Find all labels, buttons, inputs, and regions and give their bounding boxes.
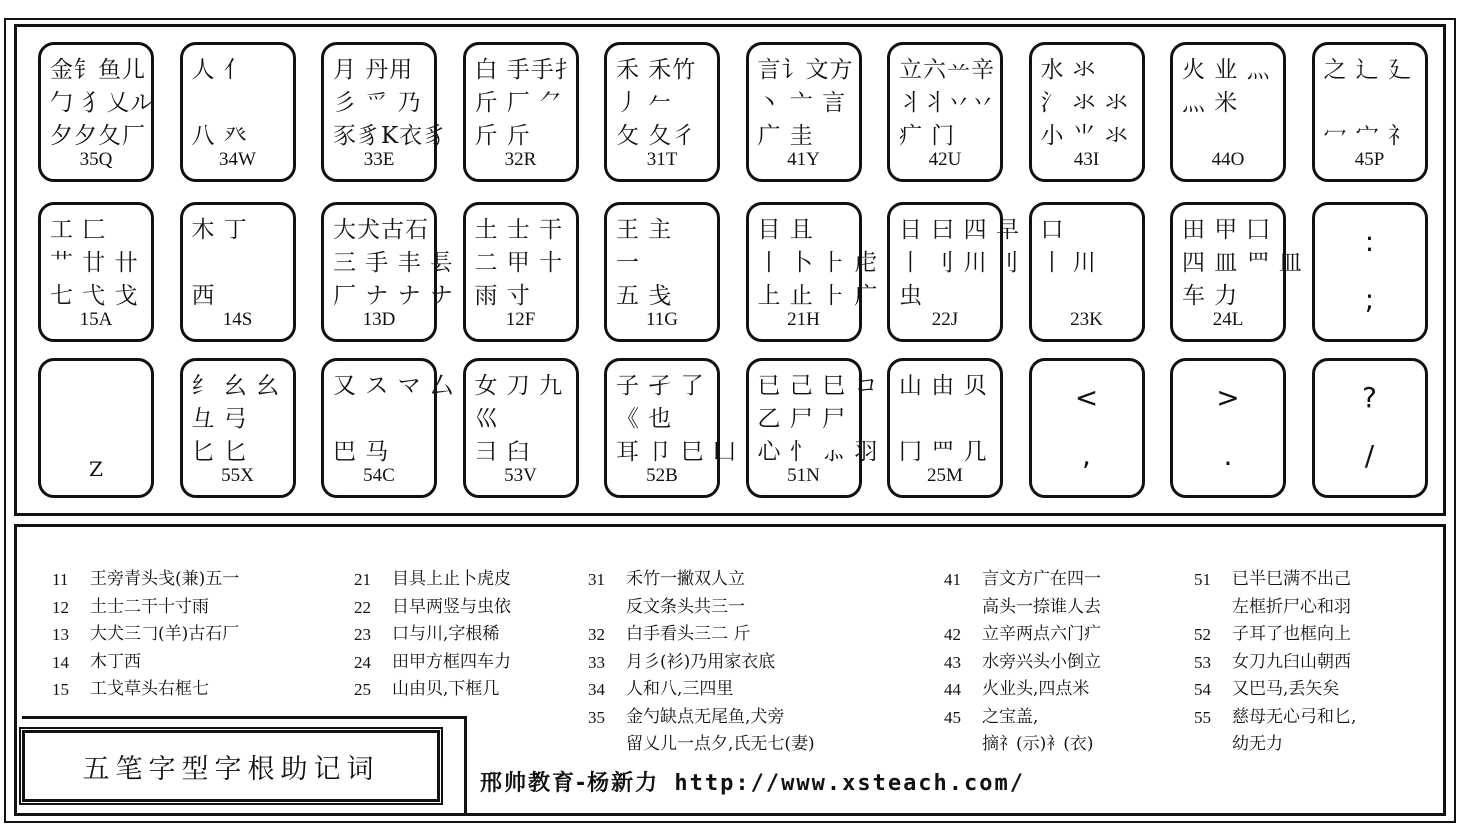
mnemonic-text: 人和八,三四里 — [626, 679, 734, 699]
radical-line: 丬丬丷丷 — [899, 90, 995, 116]
key-radicals — [333, 54, 448, 153]
key-52b[interactable] — [604, 358, 737, 498]
key-radicals — [50, 214, 142, 313]
radical-line: 丶 亠 言 — [757, 90, 847, 116]
mnemonic-column-col3 — [588, 566, 815, 759]
key-33e[interactable] — [321, 42, 448, 182]
key-radicals — [757, 54, 854, 153]
key-radicals — [333, 370, 454, 469]
mnemonic-text: 山由贝,下框几 — [392, 679, 500, 699]
radical-line: 小 ⺌ 氺 — [1040, 123, 1130, 149]
key-51n[interactable] — [746, 358, 879, 498]
radical-line — [192, 247, 284, 280]
radical-line: 五 戋 — [616, 283, 673, 309]
mnemonic-text: 已半巳满不出己 — [1232, 569, 1351, 589]
mnemonic-row — [52, 594, 239, 622]
key-41y[interactable] — [746, 42, 862, 182]
mnemonic-number: 31 — [588, 570, 605, 589]
mnemonic-number: 23 — [354, 625, 371, 644]
radical-line: 彐 臼 — [474, 439, 531, 465]
radical-line: 女 刀 九 — [474, 373, 564, 399]
radical-line: 月 丹用 — [333, 57, 414, 83]
mnemonic-text: 又巴马,丢矢矣 — [1232, 679, 1340, 699]
mnemonic-text: 王旁青头戋(兼)五一 — [90, 569, 240, 589]
radical-line: 金钅鱼儿 — [50, 57, 146, 83]
key-letter: Z — [89, 457, 103, 481]
key-54c[interactable] — [321, 358, 454, 498]
mnemonic-column-col5 — [1194, 566, 1356, 759]
key-radicals — [1324, 54, 1416, 153]
radical-line — [1324, 87, 1416, 120]
mnemonic-text: 慈母无心弓和匕, — [1232, 706, 1357, 727]
mnemonic-row — [588, 566, 815, 594]
key-code: 32R — [504, 149, 537, 170]
radical-line: 七 弋 戈 — [50, 283, 139, 309]
radical-line: 目 且 — [757, 217, 814, 243]
radical-line: 彑 弓 — [191, 406, 248, 432]
key-radicals — [1182, 214, 1303, 313]
mnemonic-row — [1194, 731, 1356, 759]
mnemonic-number — [1194, 594, 1232, 622]
key-radicals — [333, 214, 454, 313]
mnemonic-text: 水旁兴头小倒立 — [982, 651, 1101, 672]
key-23k[interactable] — [1029, 202, 1145, 342]
key-code: 53V — [504, 465, 537, 486]
mnemonic-number — [588, 594, 626, 622]
radical-line: 白 手手扌 — [474, 57, 579, 83]
mnemonic-text: 之宝盖, — [982, 706, 1039, 727]
key-code: 42U — [928, 149, 962, 170]
mnemonic-number: 54 — [1194, 680, 1211, 699]
mnemonic-row — [52, 649, 239, 677]
key-15a[interactable] — [38, 202, 154, 342]
shift-symbol: < — [1074, 381, 1099, 414]
base-symbol: . — [1223, 439, 1233, 472]
mnemonic-number: 12 — [52, 597, 69, 617]
radical-line: 禾 禾竹 — [616, 57, 697, 83]
credit-line — [480, 766, 1025, 797]
key-11g[interactable] — [604, 202, 720, 342]
radical-line: 王 主 — [616, 217, 673, 243]
credit-author: 邢帅教育-杨新力 — [480, 771, 660, 796]
mnemonic-number: 41 — [944, 570, 961, 589]
radical-line: 丨 刂 川 刂 — [899, 250, 1020, 276]
mnemonic-number: 22 — [354, 597, 371, 617]
radical-line: 山 由 贝 — [899, 373, 988, 399]
radical-line: 虫 — [899, 283, 923, 309]
key-code: 41Y — [787, 149, 820, 170]
mnemonic-number: 32 — [588, 625, 605, 644]
radical-line: 水 氺 — [1040, 57, 1097, 83]
key-code: 44O — [1211, 149, 1245, 170]
mnemonic-column-col1 — [52, 566, 239, 704]
radical-line: 大犬古石 — [333, 217, 429, 243]
mnemonic-text: 幼无力 — [1232, 734, 1283, 754]
key-radicals — [50, 54, 155, 153]
mnemonic-number: 34 — [588, 680, 605, 699]
radical-line — [899, 403, 991, 436]
key-radicals — [616, 214, 708, 313]
shift-symbol: : — [1364, 225, 1375, 258]
key-code: 21H — [787, 309, 820, 330]
mnemonic-text: 目具上止卜虎皮 — [392, 569, 511, 589]
key-code: 35Q — [79, 149, 113, 170]
mnemonic-text: 日早两竖与虫依 — [392, 596, 511, 617]
key-z[interactable] — [38, 358, 154, 498]
mnemonic-number — [588, 731, 626, 759]
radical-line: 夕夕夂厂 — [50, 123, 146, 149]
mnemonic-number: 42 — [944, 625, 961, 644]
mnemonic-text: 工戈草头右框七 — [90, 679, 209, 699]
radical-line: 纟 幺 幺 — [191, 373, 281, 399]
title-divider-vertical — [464, 716, 467, 816]
mnemonic-row — [944, 566, 1101, 594]
mnemonic-number: 51 — [1194, 570, 1211, 589]
key-radicals — [475, 370, 567, 469]
mnemonic-row — [354, 649, 511, 677]
key-code: 45P — [1354, 149, 1385, 170]
key-radicals — [192, 54, 284, 153]
key-code: 33E — [363, 149, 395, 170]
key-code: 12F — [505, 309, 536, 330]
radical-line: 疒 门 — [899, 123, 956, 149]
key-14s[interactable] — [180, 202, 296, 342]
radical-line: 彡 爫 乃 — [333, 90, 422, 116]
key-24l[interactable] — [1170, 202, 1303, 342]
radical-line: 乙 尸 尸 — [757, 406, 847, 432]
key-radicals — [757, 214, 879, 313]
radical-line: 火 业 灬 — [1182, 57, 1271, 83]
mnemonic-text: 高头一捺谁人去 — [982, 596, 1101, 617]
mnemonic-number: 24 — [354, 652, 371, 672]
mnemonic-text: 月彡(衫)乃用家衣底 — [626, 651, 776, 672]
mnemonic-row — [354, 621, 511, 649]
key-32r[interactable] — [463, 42, 579, 182]
shift-symbol: > — [1216, 381, 1240, 414]
radical-line: 立六䒑辛 — [899, 57, 995, 83]
mnemonic-row — [52, 566, 239, 594]
radical-line: 冖 宀 礻 — [1323, 123, 1413, 149]
radical-line: 日 曰 四 早 — [899, 217, 1020, 243]
radical-line: 《 也 — [616, 406, 673, 432]
mnemonic-number: 25 — [354, 680, 371, 699]
mnemonic-row — [588, 594, 815, 622]
key-radicals — [616, 54, 708, 153]
radical-line: 勹 犭乂ル — [50, 90, 155, 116]
base-symbol: , — [1082, 439, 1091, 472]
key-35q[interactable] — [38, 42, 154, 182]
key-code: 24L — [1212, 309, 1244, 330]
key-code: 23K — [1070, 309, 1103, 330]
radical-line: 攵 夂彳 — [616, 123, 697, 149]
radical-line: 言讠文方 — [757, 57, 854, 83]
key-25m[interactable] — [887, 358, 1003, 498]
radical-line: 氵 氺 氺 — [1040, 90, 1130, 116]
radical-line: 豕豸K衣豸 — [333, 123, 448, 149]
mnemonic-column-col2 — [354, 566, 511, 704]
key-55x[interactable] — [180, 358, 296, 498]
mnemonic-text: 大犬三𠃌(羊)古石厂 — [90, 624, 240, 644]
radical-line: 木 丁 — [191, 217, 248, 243]
key-43i[interactable] — [1029, 42, 1145, 182]
radical-line: 心 忄 ⺗ 羽 — [757, 439, 879, 465]
radical-line: 冂 罒 几 — [899, 439, 988, 465]
mnemonic-number: 21 — [354, 570, 371, 589]
mnemonic-number: 44 — [944, 680, 961, 699]
mnemonic-row — [1194, 704, 1356, 732]
mnemonic-text: 子耳了也框向上 — [1232, 624, 1351, 644]
radical-line: 四 皿 罒 皿 — [1182, 250, 1303, 276]
key-radicals — [899, 54, 995, 153]
key-code: 55X — [221, 465, 254, 486]
key-22j[interactable] — [887, 202, 1020, 342]
chart-title-box — [22, 730, 440, 802]
key-code: 14S — [222, 309, 253, 330]
key-code: 43I — [1073, 149, 1100, 170]
radical-line: 八 癶 — [191, 123, 248, 149]
base-symbol: / — [1364, 439, 1375, 472]
base-symbol: ; — [1364, 283, 1375, 316]
mnemonic-text: 禾竹一撇双人立 — [626, 569, 745, 589]
radical-line: 一 — [616, 250, 640, 276]
key-radicals — [1041, 54, 1133, 153]
key-31t[interactable] — [604, 42, 720, 182]
key-radicals — [616, 370, 737, 469]
key-21h[interactable] — [746, 202, 879, 342]
radical-line: 又 ス マ 厶 — [333, 373, 454, 399]
key-radicals — [757, 370, 879, 469]
key-slash[interactable] — [1312, 358, 1428, 498]
key-radicals — [192, 370, 284, 469]
key-code: 51N — [787, 465, 820, 486]
mnemonic-row — [944, 676, 1101, 704]
radical-line: 口 — [1040, 217, 1065, 243]
mnemonic-row — [1194, 676, 1356, 704]
key-radicals — [1041, 214, 1133, 313]
radical-line: 厂 ナ ナ ナ — [333, 283, 454, 309]
mnemonic-text: 反文条头共三一 — [626, 596, 745, 617]
radical-line: 人 亻 — [191, 57, 248, 83]
mnemonic-row — [52, 676, 239, 704]
radical-line: 二 甲 十 — [474, 250, 564, 276]
mnemonic-row — [1194, 621, 1356, 649]
key-13d[interactable] — [321, 202, 454, 342]
radical-line: 西 — [191, 283, 216, 309]
mnemonic-text: 田甲方框四车力 — [392, 651, 511, 672]
mnemonic-row — [354, 566, 511, 594]
radical-line: 土 士 干 — [474, 217, 564, 243]
key-45p[interactable] — [1312, 42, 1428, 182]
key-code: 15A — [79, 309, 113, 330]
mnemonic-text: 留乂儿一点夕,氏无七(妻) — [626, 734, 815, 754]
key-code: 22J — [931, 309, 959, 330]
radical-line: 车 力 — [1182, 283, 1239, 309]
radical-line: 三 手 丰 镸 — [333, 250, 454, 276]
mnemonic-text: 女刀九臼山朝西 — [1232, 651, 1351, 672]
key-code: 31T — [646, 149, 678, 170]
key-44o[interactable] — [1170, 42, 1286, 182]
radical-line: 艹 廿 卄 — [50, 250, 139, 276]
mnemonic-number: 53 — [1194, 652, 1211, 672]
mnemonic-row — [588, 649, 815, 677]
radical-line: 耳 卩 巳 凵 — [616, 439, 737, 465]
mnemonic-number — [1194, 731, 1232, 759]
mnemonic-number: 33 — [588, 652, 605, 672]
key-period[interactable] — [1170, 358, 1286, 498]
radical-line: 巴 马 — [333, 439, 390, 465]
key-radicals — [1182, 54, 1274, 153]
title-divider — [22, 716, 466, 719]
radical-line: 巛 — [474, 406, 499, 432]
mnemonic-row — [588, 676, 815, 704]
key-comma[interactable] — [1029, 358, 1145, 498]
key-42u[interactable] — [887, 42, 1003, 182]
mnemonic-row — [588, 731, 815, 759]
mnemonic-number: 15 — [52, 680, 69, 699]
radical-line: 子 孑 了 — [616, 373, 705, 399]
mnemonic-row — [1194, 566, 1356, 594]
radical-line: 匕 匕 — [191, 439, 248, 465]
key-34w[interactable] — [180, 42, 296, 182]
mnemonic-row — [1194, 594, 1356, 622]
mnemonic-row — [354, 676, 511, 704]
mnemonic-number: 43 — [944, 652, 961, 672]
chart-title: 五笔字型字根助记词 — [82, 753, 380, 785]
radical-line: 丿 𠂉 — [616, 90, 673, 116]
mnemonic-number: 14 — [52, 652, 69, 672]
mnemonic-row — [588, 621, 815, 649]
mnemonic-number: 13 — [52, 625, 69, 644]
radical-line: 丨 川 — [1040, 250, 1097, 276]
mnemonic-text: 言文方广在四一 — [982, 569, 1101, 589]
radical-line: 斤 斤 — [474, 123, 531, 149]
key-radicals — [475, 214, 567, 313]
mnemonic-row — [944, 649, 1101, 677]
mnemonic-text: 摘礻(示)衤(衣) — [982, 734, 1094, 754]
mnemonic-number: 45 — [944, 707, 961, 727]
mnemonic-number: 55 — [1194, 707, 1211, 727]
shift-symbol: ? — [1362, 381, 1377, 414]
mnemonic-text: 木丁西 — [90, 651, 141, 672]
mnemonic-text: 左框折尸心和羽 — [1232, 596, 1351, 617]
mnemonic-text: 白手看头三二 斤 — [626, 624, 751, 644]
key-code: 25M — [927, 465, 963, 486]
mnemonic-row — [944, 704, 1101, 732]
radical-line: 灬 米 — [1182, 90, 1239, 116]
credit-url: http://www.xsteach.com/ — [659, 771, 1026, 796]
key-code: 52B — [646, 465, 678, 486]
mnemonic-number: 11 — [52, 570, 69, 589]
mnemonic-text: 口与川,字根稀 — [392, 624, 500, 644]
mnemonic-column-col4 — [944, 566, 1101, 759]
key-radicals — [899, 214, 1020, 313]
mnemonic-number — [944, 594, 982, 622]
key-semicolon[interactable] — [1312, 202, 1428, 342]
key-radicals — [192, 214, 284, 313]
mnemonic-row — [588, 704, 815, 732]
mnemonic-text: 立辛两点六门疒 — [982, 624, 1101, 644]
mnemonic-row — [944, 731, 1101, 759]
radical-line: 丨 卜 ⺊ 虍 — [757, 250, 879, 276]
key-12f[interactable] — [463, 202, 579, 342]
radical-line: 已 己 巳 コ — [757, 373, 879, 399]
key-code: 54C — [363, 465, 395, 486]
radical-line: 雨 寸 — [474, 283, 531, 309]
mnemonic-row — [944, 621, 1101, 649]
mnemonic-number — [944, 731, 982, 759]
mnemonic-row — [1194, 649, 1356, 677]
key-radicals — [899, 370, 991, 469]
radical-line: 广 圭 — [757, 123, 814, 149]
radical-line — [333, 403, 425, 436]
radical-line: 田 甲 囗 — [1182, 217, 1271, 243]
key-53v[interactable] — [463, 358, 579, 498]
radical-line — [192, 87, 284, 120]
key-code: 34W — [219, 149, 256, 170]
mnemonic-row — [52, 621, 239, 649]
key-code: 13D — [362, 309, 396, 330]
key-radicals — [474, 54, 579, 153]
key-code: 11G — [645, 309, 679, 330]
mnemonic-text: 金勺缺点无尾鱼,犬旁 — [626, 706, 785, 727]
radical-line: 斤 厂 ⺈ — [474, 90, 564, 116]
mnemonic-text: 火业头,四点米 — [982, 679, 1090, 699]
mnemonic-row — [944, 594, 1101, 622]
mnemonic-text: 土士二干十寸雨 — [90, 596, 209, 617]
radical-line: 上 止 ⺊ 广 — [757, 283, 879, 309]
mnemonic-number: 35 — [588, 707, 605, 727]
mnemonic-row — [354, 594, 511, 622]
mnemonic-number: 52 — [1194, 625, 1211, 644]
radical-line: 之 辶 廴 — [1323, 57, 1413, 83]
radical-line: 工 匚 — [50, 217, 107, 243]
